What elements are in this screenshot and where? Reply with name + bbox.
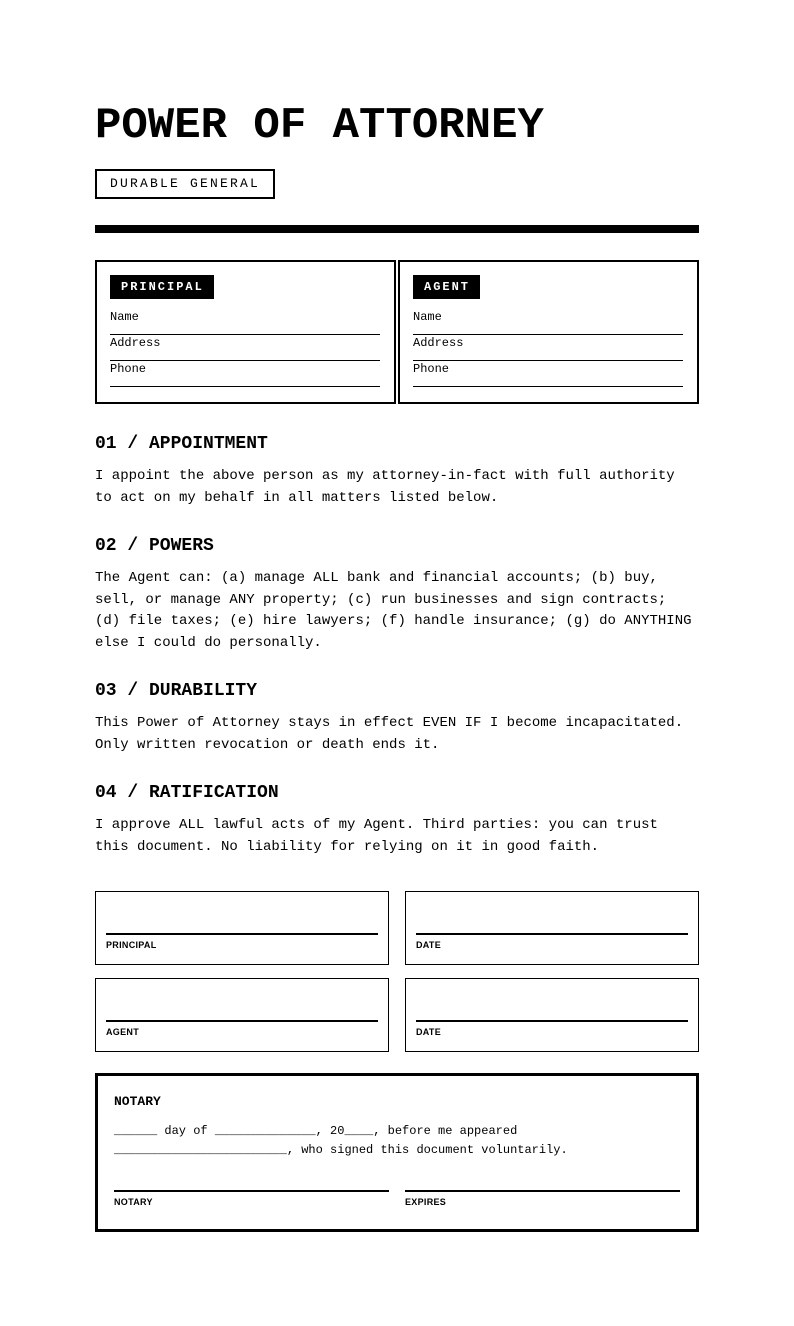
agent-signature-label: AGENT [106,1027,139,1037]
section-heading-appointment: 01 / APPOINTMENT [95,434,268,454]
section-heading-ratification: 04 / RATIFICATION [95,783,279,803]
principal-signature-label: PRINCIPAL [106,940,157,950]
section-body-appointment: I appoint the above person as my attorney-in-fact with full authority to act on my behalf in all matters listed below. [95,468,675,506]
notary-box [95,1073,699,1232]
section-heading-powers: 02 / POWERS [95,536,214,556]
agent-signature-box[interactable] [95,978,389,1052]
signature-line [106,1020,378,1022]
principal-address-field[interactable]: Address [110,336,380,361]
notary-signature-line[interactable] [114,1190,389,1192]
agent-address-field[interactable]: Address [413,336,683,361]
section-body-durability: This Power of Attorney stays in effect EVEN IF I become incapacitated. Only written revocation or death ends it. [95,715,684,753]
principal-tag: PRINCIPAL [110,275,214,299]
principal-date-label: DATE [416,940,442,950]
agent-name-field[interactable]: Name [413,310,683,335]
section-body-powers: The Agent can: (a) manage ALL bank and financial accounts; (b) buy, sell, or manage ANY property; (c) run businesses and sign contracts; (d) file taxes; (e) hire lawyers; (f) handle insurance; (g) do ANYTHING else I could do personally. [95,570,692,651]
notary-signature-label: NOTARY [114,1197,153,1207]
principal-name-field[interactable]: Name [110,310,380,335]
notary-line-1: ______ day of ______________, 20____, before me appeared [114,1124,518,1138]
agent-tag: AGENT [413,275,480,299]
document-title: POWER OF ATTORNEY [95,101,544,151]
notary-statement [114,1122,684,1160]
notary-expires-line[interactable] [405,1190,680,1192]
principal-info-box [95,260,396,404]
section-body-ratification: I approve ALL lawful acts of my Agent. Third parties: you can trust this document. No liability for relying on it in good faith. [95,817,658,855]
signature-line [106,933,378,935]
document-type-badge: DURABLE GENERAL [95,169,275,199]
principal-date-box[interactable] [405,891,699,965]
notary-title: NOTARY [114,1094,161,1109]
agent-date-box[interactable] [405,978,699,1052]
agent-phone-field[interactable]: Phone [413,362,683,387]
notary-line-2: ________________________, who signed this document voluntarily. [114,1143,568,1157]
agent-info-box [398,260,699,404]
agent-date-label: DATE [416,1027,442,1037]
section-heading-durability: 03 / DURABILITY [95,681,258,701]
principal-phone-field[interactable]: Phone [110,362,380,387]
principal-signature-box[interactable] [95,891,389,965]
date-line [416,933,688,935]
notary-expires-label: EXPIRES [405,1197,447,1207]
date-line [416,1020,688,1022]
header-divider [95,225,699,233]
